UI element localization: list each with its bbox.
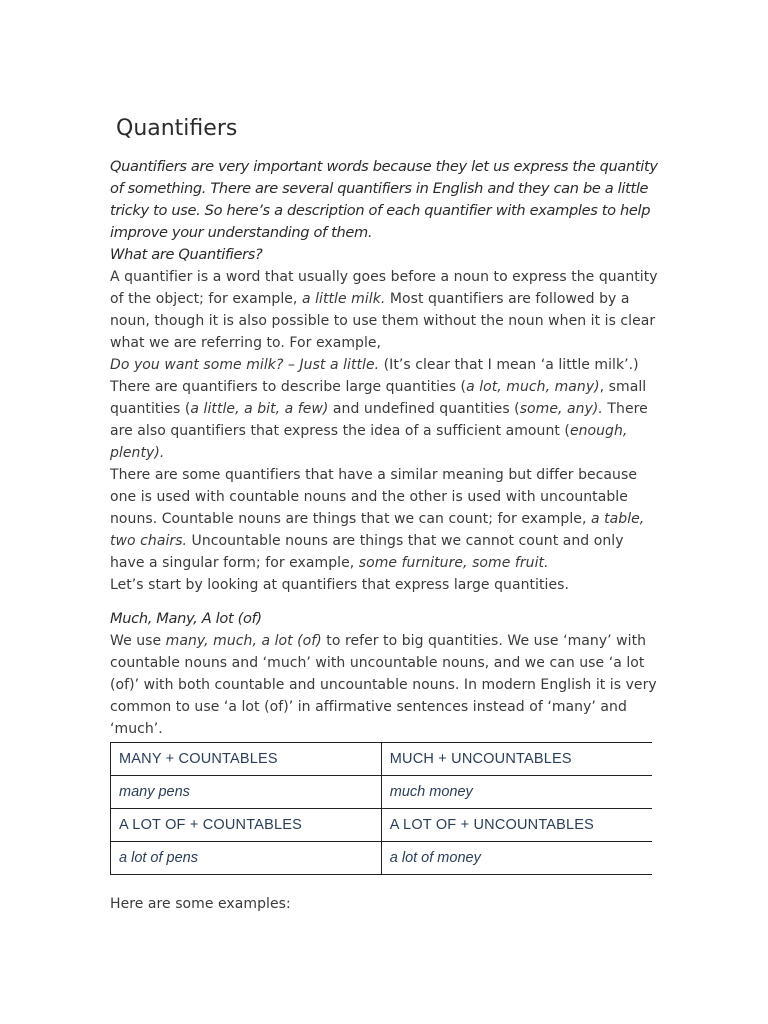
paragraph-quantity-types (110, 376, 658, 464)
text-run: to refer to big quantities. We use ‘many’ with countable nouns and ‘much’ with uncountable nouns, and we can use ‘a lot (of)’ with both countable and uncountable nouns. In modern English it is very common to use ‘a lot (of)’ in affirmative sentences instead of ‘many’ and ‘much’. (110, 633, 657, 737)
table-cell: a lot of pens (111, 842, 382, 875)
text-run: , small quantities ( (110, 379, 647, 417)
table-cell: A LOT OF + COUNTABLES (111, 809, 382, 842)
text-run: There are some quantifiers that have a similar meaning but differ because one is used with countable nouns and the other is used with uncountable nouns. Countable nouns are things that we can count; for example, (110, 467, 637, 527)
section-heading-much-many: Much, Many, A lot (of) (110, 610, 262, 627)
example-run: a table, two chairs. (110, 511, 645, 549)
example-run: many, much, a lot (of) (165, 633, 322, 649)
example-run: a little, a bit, a few) (190, 401, 329, 417)
text-run: There are also quantifiers that express the idea of a sufficient amount ( (110, 401, 648, 439)
text-run: We use (110, 633, 166, 649)
text-run: There are quantifiers to describe large quantities ( (110, 379, 467, 395)
example-run: a lot, much, many) (466, 379, 600, 395)
document-page (110, 112, 658, 915)
paragraph-definition (110, 266, 658, 376)
intro-paragraph: Quantifiers are very important words because they let us express the quantity of something. There are several quantifiers in English and they can be a little tricky to use. So here’s a description of each quantifier with examples to help improve your understanding of them. (110, 158, 658, 241)
text-run: Most quantifiers are followed by a noun, though it is also possible to use them without the noun when it is clear what we are referring to. For example, (110, 291, 656, 351)
paragraph-much-many (110, 630, 658, 740)
example-run: enough, plenty). (110, 423, 628, 461)
paragraph-examples-intro: Here are some examples: (110, 896, 291, 912)
text-run: (It’s clear that I mean ‘a little milk’.) (379, 357, 639, 373)
page-title: Quantifiers (116, 116, 238, 141)
table-cell: many pens (111, 776, 382, 809)
example-run: Do you want some milk? – Just a little. (110, 357, 380, 373)
table-cell: a lot of money (381, 842, 652, 875)
example-run: some furniture, some fruit. (358, 555, 549, 571)
table-row (111, 842, 653, 875)
table-cell: MUCH + UNCOUNTABLES (381, 743, 652, 776)
paragraph-countable (110, 464, 658, 574)
text-run: A quantifier is a word that usually goes before a noun to express the quantity of the object; for example, (110, 269, 658, 307)
example-run: a little milk. (301, 291, 386, 307)
example-run: some, any). (519, 401, 603, 417)
table-row (111, 743, 653, 776)
subheading-what-are-quantifiers: What are Quantifiers? (110, 246, 263, 263)
table-cell: MANY + COUNTABLES (111, 743, 382, 776)
text-run: Uncountable nouns are things that we cannot count and only have a singular form; for example, (110, 533, 624, 571)
text-run: and undefined quantities ( (328, 401, 520, 417)
table-row (111, 776, 653, 809)
table-cell: much money (381, 776, 652, 809)
paragraph-start: Let’s start by looking at quantifiers that express large quantities. (110, 577, 569, 593)
quantifier-table (110, 742, 652, 875)
table-row (111, 809, 653, 842)
table-cell: A LOT OF + UNCOUNTABLES (381, 809, 652, 842)
